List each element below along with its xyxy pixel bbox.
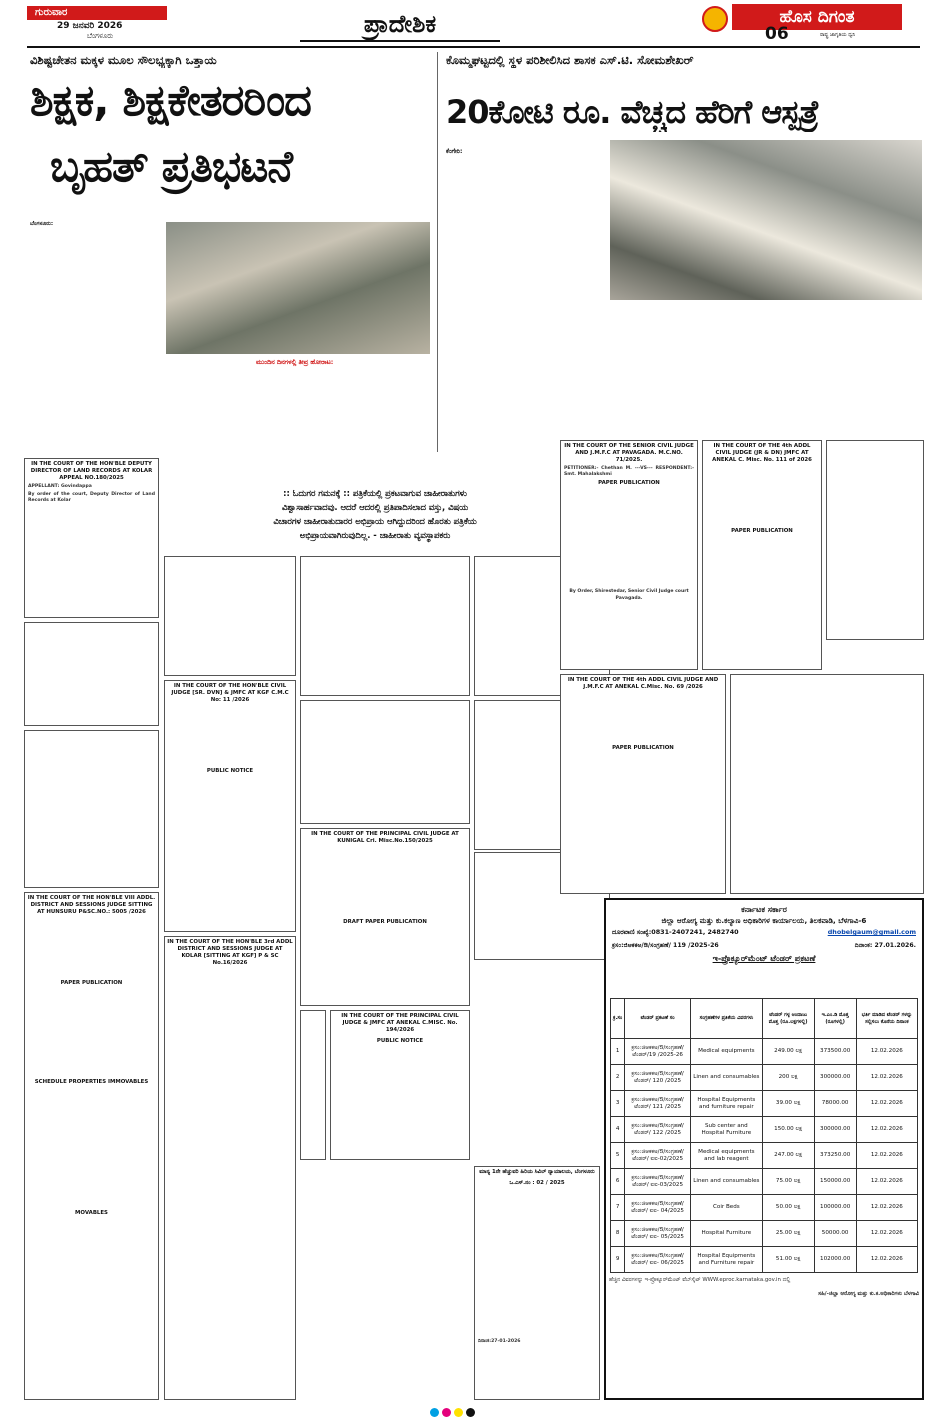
- story1-column-1: [30, 220, 162, 450]
- notice-anekal-principal-section: PUBLIC NOTICE: [376, 1038, 424, 1044]
- notice-kgf3: [164, 936, 296, 1400]
- column-divider: [437, 52, 438, 452]
- tender-cell: Hospital Furniture: [691, 1221, 763, 1247]
- registration-mark: [454, 1408, 463, 1417]
- header-day: ಗುರುವಾರ: [27, 6, 167, 20]
- tender-phone: ದೂರವಾಣಿ ಸಂಖ್ಯೆ:0831-2407241, 2482740: [612, 928, 739, 936]
- story1-kicker: ವಿಶಿಷ್ಟಚೇತನ ಮಕ್ಕಳ ಮೂಲ ಸೌಲಭ್ಯಕ್ಕಾಗಿ ಒತ್ತಾಯ: [30, 53, 217, 67]
- tender-date: ದಿನಾಂಕ: 27.01.2026.: [854, 942, 916, 949]
- tender-row: [611, 1091, 918, 1117]
- tender-cell: 6: [611, 1169, 625, 1195]
- notice-anekal-2-title: IN THE COURT OF THE 4th ADDL CIVIL JUDGE AND J.M.F.C AT ANEKAL C.Misc. No. 69 /2026: [567, 677, 719, 690]
- tender-cell: 12.02.2026: [856, 1195, 917, 1221]
- story1-dateline: ಬೆಂಗಳೂರು:: [30, 221, 54, 227]
- notice-mysuru-schedule: SCHEDULE PROPERTIES IMMOVABLES: [34, 1079, 149, 1085]
- notice-anekal-2: [560, 674, 726, 894]
- registration-mark: [430, 1408, 439, 1417]
- notice-principal-kunigal: [300, 828, 470, 1006]
- notice-civil-court-title: ಮಾನ್ಯ 1ನೇ ಹೆಚ್ಚುವರಿ ಹಿರಿಯ ಸಿವಿಲ್ ನ್ಯಾಯಾಲಯ, ಬೆಂಗಳೂರು: [479, 1169, 595, 1175]
- notice-anekal-1-title: IN THE COURT OF THE 4th ADDL CIVIL JUDGE (JR & DN) JMFC AT ANEKAL C. Misc. No. 111 of 2026: [712, 443, 812, 463]
- tender-govt: ಕರ್ನಾಟಕ ಸರ್ಕಾರ: [741, 905, 787, 914]
- tender-email: dhobelgaum@gmail.com: [827, 928, 916, 936]
- notice-kgf-civil-title: IN THE COURT OF THE HON'BLE CIVIL JUDGE [SR. DVN] & JMFC AT KGF C.M.C No: 11 /2026: [171, 683, 289, 703]
- reader-note-line-3: ವಿಚಾರಗಳ ಜಾಹೀರಾತುದಾರರ ಅಭಿಪ್ರಾಯ ಆಗಿದ್ದುದರಿಂದ ಹೊರತು ಪತ್ರಿಕೆಯ: [273, 516, 477, 526]
- notice-kgf3-title: IN THE COURT OF THE HON'BLE 3rd ADDL DISTRICT AND SESSIONS JUDGE AT KOLAR [SITTING AT KGF] P & SC No.16/2026: [167, 939, 293, 966]
- notice-kunigal-section: DRAFT PAPER PUBLICATION: [343, 919, 427, 925]
- tender-cell: 300000.00: [814, 1117, 856, 1143]
- reader-note-line-2: ವಿಶ್ವಾಸಾರ್ಹವಾದವು. ಆದರೆ ಆದರಲ್ಲಿ ಪ್ರತಿಪಾದಿಸಲಾದ ವಸ್ತು, ವಿಷಯ: [281, 502, 469, 512]
- tender-row: [611, 1247, 918, 1273]
- tender-cell: 12.02.2026: [856, 1221, 917, 1247]
- notice-mysuru-title: IN THE COURT OF THE HON'BLE VIII ADDL. DISTRICT AND SESSIONS JUDGE SITTING AT HUNSURU P&SC.NO.: 5005 /2026: [27, 895, 156, 915]
- tender-cell: 12.02.2026: [856, 1091, 917, 1117]
- notice-kannada-d: [300, 1010, 326, 1160]
- header-date-box: [27, 6, 167, 42]
- notice-anekal-1: [702, 440, 822, 670]
- tender-cell: 39.00 ಲಕ್ಷ: [762, 1091, 814, 1117]
- reader-note-line-1: :: ಓದುಗರ ಗಮನಕ್ಕೆ :: ಪತ್ರಿಕೆಯಲ್ಲಿ ಪ್ರಕಟವಾಗುವ ಜಾಹೀರಾತುಗಳು: [283, 488, 467, 498]
- tender-column-header: ಟೆಂಡರ್ ಗಳ್ಳ ಅಂದಾಜು ಮೊತ್ತ (ರೂ.ಲಕ್ಷಗಳಲ್ಲಿ): [762, 999, 814, 1039]
- tender-cell: 9: [611, 1247, 625, 1273]
- tender-cell: 25.00 ಲಕ್ಷ: [762, 1221, 814, 1247]
- notice-tahsildar-kgf: [24, 730, 159, 888]
- tender-column-header: ಇ.ಎಂ.ಡಿ ಮೊತ್ತ (ರೂಗಳಲ್ಲಿ): [814, 999, 856, 1039]
- notice-kgf-civil-section: PUBLIC NOTICE: [206, 768, 254, 774]
- registration-mark: [442, 1408, 451, 1417]
- tender-cell: ಕ್ರಸಂ:ಜಿಆಕಕಅ/ಔ/ಸಂಗ್ರಹಣೆ/ ಟೆಂಡರ್/ ಐಐ-02/2025: [625, 1143, 691, 1169]
- tender-office: ಜಿಲ್ಲಾ ಆರೋಗ್ಯ ಮತ್ತು ಕು.ಕಲ್ಯಾಣ ಅಧಿಕಾರಿಗಳ ಕಾರ್ಯಾಲಯ, ತಿಲಕವಾಡಿ, ಬೆಳಗಾವಿ-6: [661, 916, 867, 925]
- header-city: ಬೆಂಗಳೂರು: [87, 32, 114, 40]
- tender-cell: 12.02.2026: [856, 1169, 917, 1195]
- tender-cell: 249.00 ಲಕ್ಷ: [762, 1039, 814, 1065]
- tender-cell: Hospital Equipments and Furniture repair: [691, 1247, 763, 1273]
- tender-cell: 75.00 ಲಕ್ಷ: [762, 1169, 814, 1195]
- tender-row: [611, 1169, 918, 1195]
- notice-kunigal-title: IN THE COURT OF THE PRINCIPAL CIVIL JUDGE AT KUNIGAL Cri. Misc.No.150/2025: [311, 831, 459, 844]
- notice-kannada-a: [164, 556, 296, 676]
- tender-row: [611, 1221, 918, 1247]
- notice-kolar-appellant: APPELLANT: Govindappa: [28, 484, 92, 489]
- story1-photo: [166, 222, 430, 354]
- paper-name: ಹೊಸ ದಿಗಂತ: [732, 4, 902, 30]
- notice-pavagada-title: IN THE COURT OF THE SENIOR CIVIL JUDGE AND J.M.F.C AT PAVAGADA. M.C.NO. 71/2025.: [564, 443, 694, 463]
- tender-cell: 4: [611, 1117, 625, 1143]
- tender-cell: 300000.00: [814, 1065, 856, 1091]
- tender-cell: 12.02.2026: [856, 1143, 917, 1169]
- tender-cell: 12.02.2026: [856, 1039, 917, 1065]
- tender-cell: 150000.00: [814, 1169, 856, 1195]
- reader-note: [140, 486, 610, 548]
- notice-kgf-civil: [164, 680, 296, 932]
- tender-cell: 12.02.2026: [856, 1117, 917, 1143]
- notice-civil-court-date: ದಿನಾಂಕ:27-01-2026: [478, 1339, 521, 1344]
- tender-cell: Coir Beds: [691, 1195, 763, 1221]
- notice-mysuru: [24, 892, 159, 1400]
- story1-subhead: ಮುಂದಿನ ದಿನಗಳಲ್ಲಿ ತೀವ್ರ ಹೋರಾಟ:: [256, 358, 334, 366]
- notice-kannada-right-1: [826, 440, 924, 640]
- story2-photo: [610, 140, 922, 300]
- notice-civil-court: [474, 1166, 600, 1400]
- tender-cell: 200 ಲಕ್ಷ: [762, 1065, 814, 1091]
- notice-pavagada-section: PAPER PUBLICATION: [598, 480, 660, 487]
- tender-cell: 373500.00: [814, 1039, 856, 1065]
- header-date: 29 ಜನವರಿ 2026: [57, 21, 123, 31]
- story1-column-4: [346, 358, 430, 450]
- tender-cell: 78000.00: [814, 1091, 856, 1117]
- tender-row: [611, 1065, 918, 1091]
- tender-cell: 247.00 ಲಕ್ಷ: [762, 1143, 814, 1169]
- tender-cell: 12.02.2026: [856, 1065, 917, 1091]
- tender-cell: 50.00 ಲಕ್ಷ: [762, 1195, 814, 1221]
- tender-cell: ಕ್ರಸಂ:ಜಿಆಕಕಅ/ಔ/ಸಂಗ್ರಹಣೆ/ ಟೆಂಡರ್/ 121 /2025: [625, 1091, 691, 1117]
- tender-cell: Linen and consumables: [691, 1169, 763, 1195]
- tender-cell: 7: [611, 1195, 625, 1221]
- notice-kolar-title: IN THE COURT OF THE HON'BLE DEPUTY DIRECTOR OF LAND RECORDS AT KOLAR APPEAL NO.180/2025: [30, 461, 153, 481]
- tender-cell: 150.00 ಲಕ್ಷ: [762, 1117, 814, 1143]
- tender-row: [611, 1143, 918, 1169]
- registration-mark: [466, 1408, 475, 1417]
- tender-cell: 50000.00: [814, 1221, 856, 1247]
- tender-ref: ಕ್ರಸಂ:ಜಿಆಕಕಅ/ಔ/ಸಂಗ್ರಹಣೆ/ 119 /2025-26: [612, 942, 719, 949]
- tender-column-header: ಭರ್ತಿ ಮಾಡಿದ ಟೆಂಡರ್ ಗಳನ್ನು ಸಲ್ಲಿಸಲು ಕೊನೆಯ ದಿನಾಂಕ: [856, 999, 917, 1039]
- tender-cell: ಕ್ರಸಂ:ಜಿಆಕಕಅ/ಔ/ಸಂಗ್ರಹಣೆ/ ಟೆಂಡರ್/19 /2025-26: [625, 1039, 691, 1065]
- notice-kannada-left: [24, 622, 159, 726]
- tender-heading: ಇ-ಪ್ರೊಕ್ಯೂರ್‌ಮೆಂಟ್ ಟೆಂಡರ್ ಪ್ರಕಟಣೆ: [712, 953, 816, 963]
- tender-cell: ಕ್ರಸಂ:ಜಿಆಕಕಅ/ಔ/ಸಂಗ್ರಹಣೆ/ ಟೆಂಡರ್/ 120 /2025: [625, 1065, 691, 1091]
- tender-table: [610, 998, 918, 1273]
- tender-cell: 373250.00: [814, 1143, 856, 1169]
- tender-row: [611, 1117, 918, 1143]
- notice-kannada-right-2: [730, 674, 924, 894]
- reader-note-line-4: ಅಭಿಪ್ರಾಯವಾಗಿರುವುದಿಲ್ಲ. - ಜಾಹೀರಾತು ವ್ಯವಸ್ಥಾಪಕರು: [299, 530, 451, 540]
- tender-cell: ಕ್ರಸಂ:ಜಿಆಕಕಅ/ಔ/ಸಂಗ್ರಹಣೆ/ ಟೆಂಡರ್/ 122 /2025: [625, 1117, 691, 1143]
- tender-body: [606, 964, 922, 998]
- tagline: ರಾಷ್ಟ್ರ ಜಾಗೃತಿಯ ಧ್ವನಿ: [820, 32, 856, 38]
- tender-cell: Sub center and Hospital Furniture: [691, 1117, 763, 1143]
- tender-cell: Linen and consumables: [691, 1065, 763, 1091]
- notice-civil-court-case: ಒ.ಎಸ್.ನಂ : 02 / 2025: [509, 1180, 565, 1186]
- tender-cell: 8: [611, 1221, 625, 1247]
- story1-headline-1: ಶಿಕ್ಷಕ, ಶಿಕ್ಷಕೇತರರಿಂದ: [30, 76, 311, 126]
- notice-mysuru-movables: MOVABLES: [75, 1210, 108, 1216]
- tender-column-header: ಸಂಗ್ರಹಣೆಗಳ ಪ್ರತಿಕೆಯ ವಿವರಗಳು: [691, 999, 763, 1039]
- header-rule: [27, 46, 920, 48]
- tender-notice: [604, 898, 924, 1400]
- notice-pavagada-order: By Order, Shirestedar, Senior Civil Judge court Pavagada.: [569, 589, 689, 601]
- notice-anekal-principal-title: IN THE COURT OF THE PRINCIPAL CIVIL JUDGE & JMFC AT ANEKAL C.MISC. No. 194/2026: [341, 1013, 459, 1033]
- tender-cell: ಕ್ರಸಂ:ಜಿಆಕಕಅ/ಔ/ಸಂಗ್ರಹಣೆ/ ಟೆಂಡರ್/ ಐಐ- 04/2025: [625, 1195, 691, 1221]
- tender-cell: 51.00 ಲಕ್ಷ: [762, 1247, 814, 1273]
- tender-cell: Medical equipments: [691, 1039, 763, 1065]
- story1-headline-2: ಬೃಹತ್ ಪ್ರತಿಭಟನೆ: [50, 142, 292, 192]
- notice-pavagada: [560, 440, 698, 670]
- story2-column-1: [446, 138, 606, 298]
- story2-dateline: ಕೆಂಗೇರಿ:: [446, 148, 463, 155]
- paper-logo-icon: [702, 6, 728, 32]
- tender-column-header: ಟೆಂಡರ್ ಪ್ರಕಟಣೆ ಸಂ: [625, 999, 691, 1039]
- tender-cell: 12.02.2026: [856, 1247, 917, 1273]
- tender-cell: ಕ್ರಸಂ:ಜಿಆಕಕಅ/ಔ/ಸಂಗ್ರಹಣೆ/ ಟೆಂಡರ್/ ಐಐ-03/2025: [625, 1169, 691, 1195]
- tender-footer: ಹೆಚ್ಚಿನ ವಿವರಗಳನ್ನು ಇ-ಪ್ರೊಕ್ಯೂರ್‌ಮೆಂಟ್ ವೆಬ್‌ಸೈಟ್ WWW.eproc.karnataka.gov.in ದಲ್ಲಿ: [609, 1277, 791, 1283]
- notice-kolar: [24, 458, 159, 618]
- tender-cell: 2: [611, 1065, 625, 1091]
- notice-kannada-b: [300, 556, 470, 696]
- tender-cell: 5: [611, 1143, 625, 1169]
- notice-kannada-c: [300, 700, 470, 824]
- notice-pavagada-parties: PETITIONER:- Chethan M. ---VS--- RESPONDENT:- Smt. Mahalakshmi: [564, 466, 694, 478]
- tender-cell: 3: [611, 1091, 625, 1117]
- tender-row: [611, 1195, 918, 1221]
- story2-headline: 20ಕೋಟಿ ರೂ. ವೆಚ್ಚದ ಹೆರಿಗೆ ಆಸ್ಪತ್ರೆ: [446, 93, 819, 131]
- notice-anekal-1-section: PAPER PUBLICATION: [731, 528, 793, 534]
- tender-cell: ಕ್ರಸಂ:ಜಿಆಕಕಅ/ಔ/ಸಂಗ್ರಹಣೆ/ ಟೆಂಡರ್/ ಐಐ- 06/2025: [625, 1247, 691, 1273]
- tender-cell: 100000.00: [814, 1195, 856, 1221]
- tender-cell: 1: [611, 1039, 625, 1065]
- story2-kicker: ಕೊಮ್ಮಘಟ್ಟದಲ್ಲಿ ಸ್ಥಳ ಪರಿಶೀಲಿಸಿದ ಶಾಸಕ ಎಸ್.ಟಿ. ಸೋಮಶೇಖರ್: [446, 53, 694, 67]
- notice-mysuru-section: PAPER PUBLICATION: [60, 980, 123, 986]
- story2-lower-columns: [446, 304, 922, 408]
- tender-cell: ಕ್ರಸಂ:ಜಿಆಕಕಅ/ಔ/ಸಂಗ್ರಹಣೆ/ ಟೆಂಡರ್/ ಐಐ- 05/2025: [625, 1221, 691, 1247]
- notice-anekal-principal: [330, 1010, 470, 1160]
- story1-column-3: [256, 358, 342, 450]
- tender-cell: 102000.00: [814, 1247, 856, 1273]
- notice-anekal-2-section: PAPER PUBLICATION: [612, 745, 674, 751]
- tender-cell: Medical equipments and lab reagent: [691, 1143, 763, 1169]
- tender-row: [611, 1039, 918, 1065]
- masthead: [690, 2, 940, 42]
- tender-cell: Hospital Equipments and furniture repair: [691, 1091, 763, 1117]
- story1-column-2: [166, 358, 252, 450]
- section-title: ಪ್ರಾದೇಶಿಕ: [300, 8, 500, 42]
- page-number: 06: [765, 24, 789, 42]
- notice-kolar-footer: By order of the court, Deputy Director of Land Records at Kolar: [28, 492, 155, 504]
- tender-sign: ಸಹಿ/-ಜಿಲ್ಲಾ ಆರೋಗ್ಯ ಮತ್ತು ಕು.ಕ.ಅಧಿಕಾರಿಗಳು ಬೆಳಗಾವಿ: [818, 1291, 919, 1298]
- tender-column-header: ಕ್ರ.ಸಂ: [611, 999, 625, 1039]
